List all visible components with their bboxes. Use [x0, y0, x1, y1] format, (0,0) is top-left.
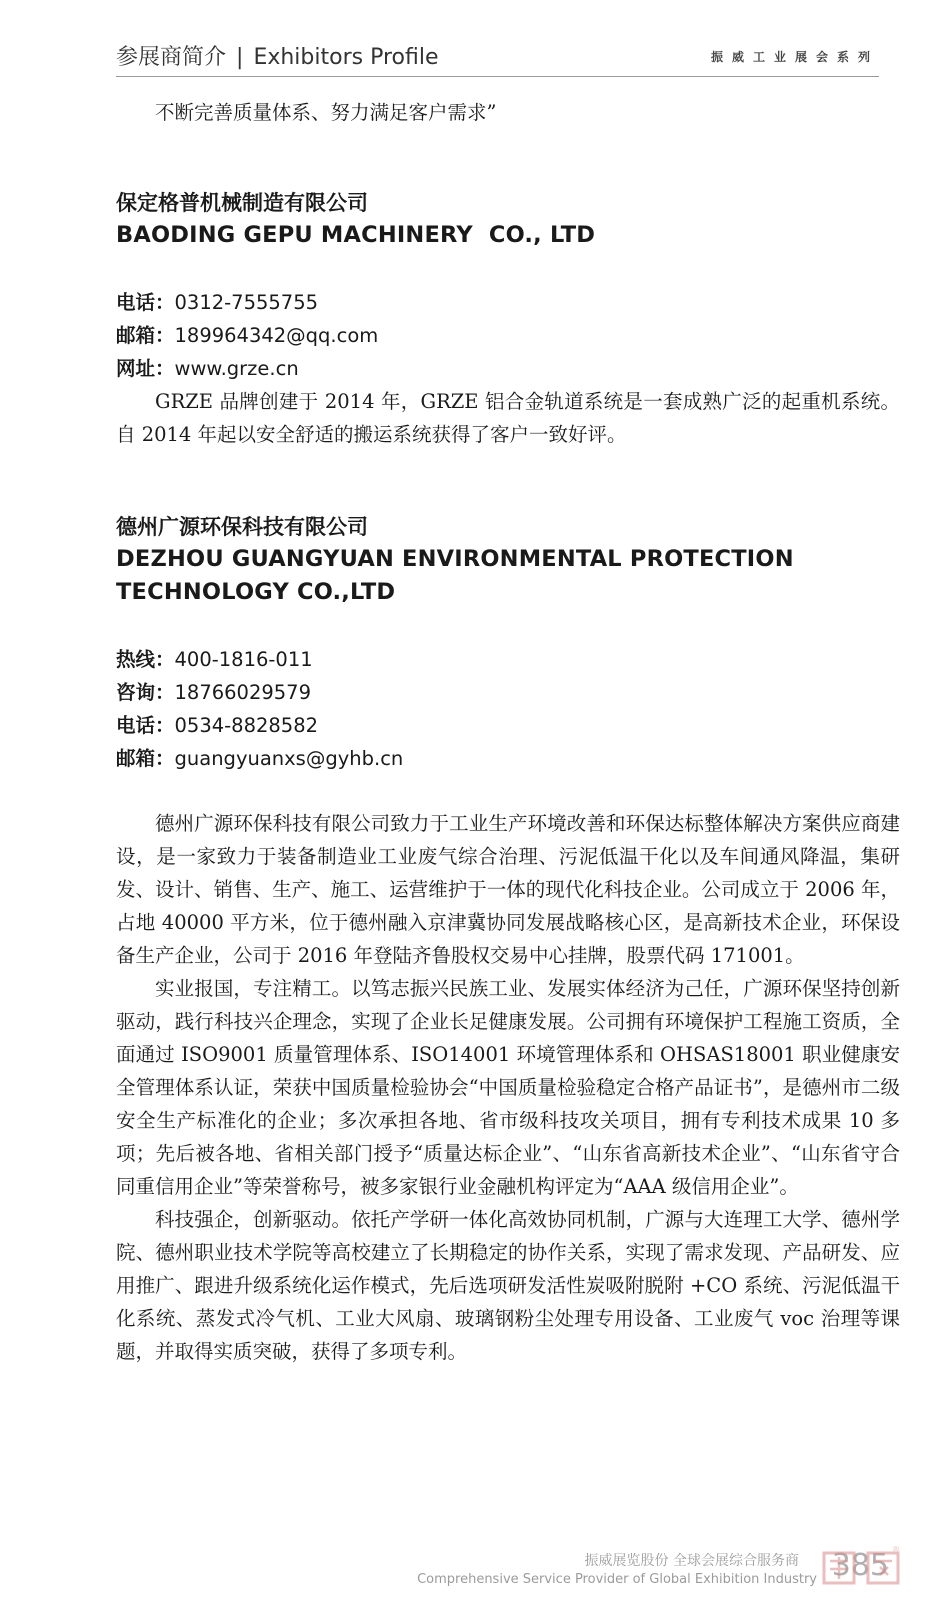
company-name-en-line2: TECHNOLOGY CO.,LTD	[116, 579, 396, 605]
company-name-cn: 德州广源环保科技有限公司	[116, 515, 368, 539]
company-name-cn: 保定格普机械制造有限公司	[116, 191, 368, 215]
contact-value: 400-1816-011	[174, 648, 313, 671]
section-title	[116, 40, 438, 71]
page-footer	[0, 1540, 937, 1600]
contact-value: 0312-7555755	[174, 291, 319, 314]
company-dezhou-guangyuan	[116, 511, 900, 1368]
contact-label: 热线：	[116, 648, 175, 671]
contact-value: guangyuanxs@gyhb.cn	[174, 747, 404, 770]
contact-label: 邮箱：	[116, 747, 175, 770]
contact-list	[116, 643, 900, 775]
company-baoding-gepu	[116, 187, 900, 451]
series-title: 振威工业展会系列	[710, 50, 879, 64]
contact-value: 189964342@qq.com	[174, 324, 379, 347]
company-name-en-line1: DEZHOU GUANGYUAN ENVIRONMENTAL PROTECTION	[116, 546, 794, 572]
contact-value: www.grze.cn	[174, 357, 299, 380]
watermark-registered-mark: ®	[892, 1545, 900, 1554]
contact-email	[116, 319, 900, 352]
contact-phone	[116, 709, 900, 742]
intro-tail-text: 不断完善质量体系、努力满足客户需求”	[155, 101, 497, 124]
contact-consult	[116, 676, 900, 709]
contact-website	[116, 352, 900, 385]
footer-slogan-en: Comprehensive Service Provider of Global Exhibition Industry	[417, 1572, 817, 1587]
contact-label: 咨询：	[116, 681, 175, 704]
company-name-en: BAODING GEPU MACHINERY CO., LTD	[116, 222, 596, 248]
page-number: 385	[831, 1548, 889, 1583]
section-title-separator: |	[236, 45, 244, 70]
contact-hotline	[116, 643, 900, 676]
contact-label: 邮箱：	[116, 324, 175, 347]
company-description: GRZE 品牌创建于 2014 年，GRZE 铝合金轨道系统是一套成熟广泛的起重机系统。自 2014 年起以安全舒适的搬运系统获得了客户一致好评。	[116, 390, 900, 446]
contact-list	[116, 286, 900, 385]
contact-phone	[116, 286, 900, 319]
contact-label: 网址：	[116, 357, 175, 380]
section-title-cn: 参展商简介	[116, 45, 227, 70]
company-description-paragraph: 科技强企，创新驱动。依托产学研一体化高效协同机制，广源与大连理工大学、德州学院、德州职业技术学院等高校建立了长期稳定的协作关系，实现了需求发现、产品研发、应用推广、跟进升级系统化运作模式，先后选项研发活性炭吸附脱附 +CO 系统、污泥低温干化系统、蒸发式冷气机、工业大风扇、玻璃钢粉尘处理专用设备、工业废气 voc 治理等课题，并取得实质突破，获得了多项专利。	[116, 1208, 900, 1363]
contact-label: 电话：	[116, 714, 175, 737]
contact-value: 0534-8828582	[174, 714, 319, 737]
page-content	[116, 96, 900, 1368]
page-header	[0, 0, 937, 78]
company-description-paragraph: 实业报国，专注精工。以笃志振兴民族工业、发展实体经济为己任，广源环保坚持创新驱动，践行科技兴企理念，实现了企业长足健康发展。公司拥有环境保护工程施工资质，全面通过 ISO9001 质量管理体系、ISO14001 环境管理体系和 OHSAS18001 职业健康安全管理体系认证，荣获中国质量检验协会“中国质量检验稳定合格产品证书”，是德州市二级安全生产标准化的企业；多次承担各地、省市级科技攻关项目，拥有专利技术成果 10 多项；先后被各地、省相关部门授予“质量达标企业”、“山东省高新技术企业”、“山东省守合同重信用企业”等荣誉称号，被多家银行业金融机构评定为“AAA 级信用企业”。	[116, 977, 900, 1198]
contact-value: 18766029579	[174, 681, 311, 704]
section-title-en: Exhibitors Profile	[253, 45, 439, 70]
contact-email	[116, 742, 900, 775]
footer-slogan-cn: 振威展览股份 全球会展综合服务商	[584, 1553, 799, 1569]
contact-label: 电话：	[116, 291, 175, 314]
watermark-logo-icon	[822, 1545, 902, 1585]
header-divider	[116, 76, 879, 77]
company-description-paragraph: 德州广源环保科技有限公司致力于工业生产环境改善和环保达标整体解决方案供应商建设，是一家致力于装备制造业工业废气综合治理、污泥低温干化以及车间通风降温，集研发、设计、销售、生产、施工、运营维护于一体的现代化科技企业。公司成立于 2006 年，占地 40000 平方米，位于德州融入京津冀协同发展战略核心区，是高新技术企业，环保设备生产企业，公司于 2016 年登陆齐鲁股权交易中心挂牌，股票代码 171001。	[116, 812, 900, 967]
